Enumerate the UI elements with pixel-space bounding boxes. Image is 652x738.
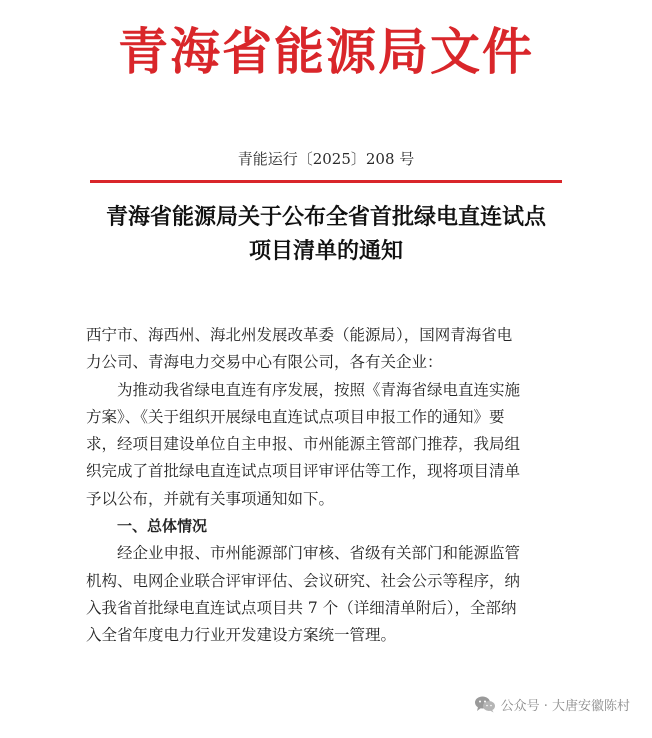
body-line: 求，经项目建设单位自主申报、市州能源主管部门推荐，我局组	[86, 435, 521, 454]
body-line: 织完成了首批绿电直连试点项目评审评估等工作，现将项目清单	[86, 462, 521, 481]
notice-title-line-2: 项目清单的通知	[248, 238, 403, 264]
body-line: 经企业申报、市州能源部门审核、省级有关部门和能源监管	[117, 544, 521, 563]
watermark	[470, 690, 634, 718]
document-header-title: 青海省能源局文件	[118, 23, 534, 81]
notice-title	[70, 200, 582, 268]
wechat-icon	[474, 695, 496, 713]
body-line: 机构、电网企业联合评审评估、会议研究、社会公示等程序，纳	[86, 571, 521, 590]
body-line: 西宁市、海西州、海北州发展改革委（能源局），国网青海省电	[86, 326, 513, 344]
document-number: 青能运行〔2025〕208 号	[237, 150, 415, 168]
red-divider	[90, 180, 562, 183]
watermark-text: 公众号 · 大唐安徽陈村	[500, 698, 630, 714]
body-line: 入全省年度电力行业开发建设方案统一管理。	[86, 626, 397, 645]
document-body	[86, 322, 566, 650]
body-line: 予以公布，并就有关事项通知如下。	[86, 489, 335, 508]
section-heading: 一、总体情况	[117, 517, 208, 536]
body-line: 力公司、青海电力交易中心有限公司，各有关企业：	[86, 353, 443, 372]
body-line: 入我省首批绿电直连试点项目共 7 个（详细清单附后），全部纳	[86, 598, 517, 617]
body-line: 为推动我省绿电直连有序发展，按照《青海省绿电直连实施	[117, 380, 521, 399]
body-line: 方案》、《关于组织开展绿电直连试点项目申报工作的通知》要	[86, 407, 505, 426]
notice-title-line-1: 青海省能源局关于公布全省首批绿电直连试点	[105, 204, 546, 230]
